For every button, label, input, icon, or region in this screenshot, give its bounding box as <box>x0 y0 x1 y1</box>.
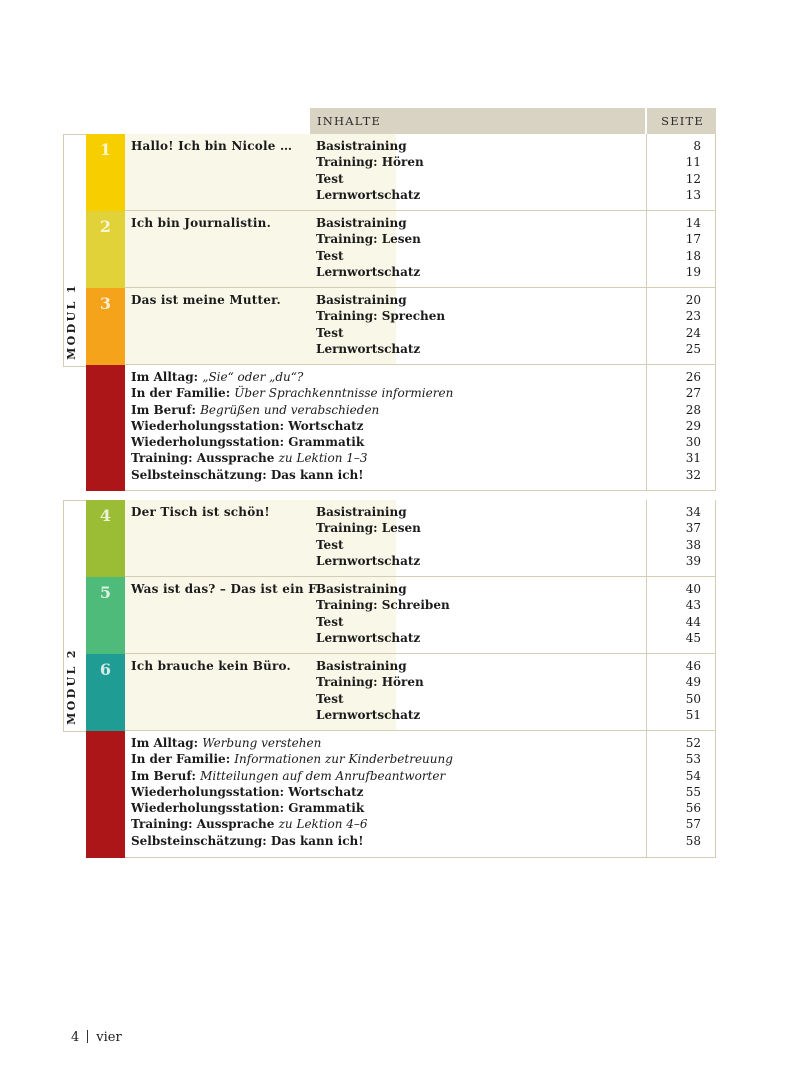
lesson-color-bar <box>86 577 125 654</box>
content-item: Training: Schreiben <box>316 598 450 613</box>
page-ref: 23 <box>685 309 701 324</box>
lesson-pages <box>647 134 716 211</box>
content-item: Basistraining <box>316 216 407 230</box>
extra-item-bold: Wiederholungsstation: Wortschatz <box>131 418 364 433</box>
page-ref: 32 <box>685 467 701 482</box>
lesson-number: 3 <box>99 294 112 313</box>
extra-item-bold: Training: Aussprache <box>131 451 279 466</box>
extra-item <box>125 369 646 385</box>
lesson-color-bar <box>86 654 125 731</box>
extra-item-bold: Im Alltag: <box>131 370 203 384</box>
content-item: Basistraining <box>316 505 407 519</box>
page-ref: 11 <box>685 155 701 170</box>
content-item: Basistraining <box>316 659 407 673</box>
extra-item <box>125 385 646 401</box>
lesson-pages <box>647 577 716 654</box>
lesson-contents <box>310 288 647 365</box>
extra-item <box>125 751 646 767</box>
extra-item-bold: Training: Aussprache <box>131 817 279 832</box>
page-ref: 43 <box>685 598 701 613</box>
content-item: Test <box>316 248 344 263</box>
page-ref: 19 <box>685 264 701 279</box>
lesson-color-bar <box>86 288 125 365</box>
extra-item-italic: Informationen zur Kinderbetreuung <box>234 752 453 767</box>
modul-2-frame <box>63 500 87 732</box>
extra-item-bold: Selbsteinschätzung: Das kann ich! <box>131 467 364 482</box>
modul-1-frame <box>63 134 87 367</box>
page-ref: 52 <box>685 736 701 750</box>
extra-item-italic: zu Lektion 1–3 <box>278 451 368 466</box>
extra-contents <box>125 731 647 858</box>
page-ref: 30 <box>685 435 701 450</box>
page-ref: 55 <box>685 784 701 799</box>
extra-pages <box>647 731 716 858</box>
page-ref: 17 <box>685 232 701 247</box>
extra-item-bold: In der Familie: <box>131 386 235 401</box>
lesson-number: 2 <box>99 217 112 236</box>
content-item: Test <box>316 537 344 552</box>
footer-separator <box>87 1030 88 1043</box>
modul2-extra-block <box>86 731 716 858</box>
modul1-extra-block <box>86 365 716 491</box>
lesson-6-row <box>86 654 716 731</box>
page-ref: 28 <box>685 402 701 417</box>
lesson-color-bar <box>86 211 125 288</box>
page-ref: 37 <box>685 521 701 536</box>
header-seite: SEITE <box>647 108 716 134</box>
page-word: vier <box>96 1030 122 1045</box>
extra-item-italic: Über Sprachkenntnisse informieren <box>234 386 454 401</box>
extra-item <box>125 434 646 450</box>
lesson-title: Der Tisch ist schön! <box>131 505 270 519</box>
content-item: Lernwortschatz <box>316 341 421 356</box>
content-item: Training: Lesen <box>316 521 421 536</box>
page-ref: 27 <box>685 386 701 401</box>
content-item: Test <box>316 691 344 706</box>
page-ref: 38 <box>685 537 701 552</box>
content-item: Training: Sprechen <box>316 309 446 324</box>
content-item: Basistraining <box>316 293 407 307</box>
page-ref: 45 <box>685 630 701 645</box>
lesson-contents <box>310 654 647 731</box>
content-item: Basistraining <box>316 582 407 596</box>
extra-item-bold: Wiederholungsstation: Wortschatz <box>131 784 364 799</box>
page-footer <box>71 1030 122 1045</box>
extra-item-bold: Im Beruf: <box>131 402 201 417</box>
page-ref: 29 <box>685 418 701 433</box>
extra-item <box>125 800 646 816</box>
page-ref: 13 <box>685 187 701 202</box>
lesson-4-row <box>86 500 716 577</box>
lesson-5-row <box>86 577 716 654</box>
page-ref: 18 <box>685 248 701 263</box>
lesson-number: 4 <box>99 506 112 525</box>
extra-item <box>125 467 646 483</box>
lesson-contents <box>310 577 647 654</box>
extra-item <box>125 833 646 849</box>
lesson-number: 6 <box>99 660 112 679</box>
page-ref: 40 <box>685 582 701 596</box>
extra-item <box>125 402 646 418</box>
page-ref: 46 <box>685 659 701 673</box>
page-ref: 31 <box>685 451 701 466</box>
extra-item <box>125 735 646 751</box>
extra-item-italic: Werbung verstehen <box>202 736 322 750</box>
lesson-color-bar <box>86 134 125 211</box>
modul-1-label: MODUL 1 <box>65 283 78 360</box>
page-ref: 54 <box>685 768 701 783</box>
page-ref: 26 <box>685 370 701 384</box>
modul-2-label: MODUL 2 <box>65 648 78 725</box>
lesson-pages <box>647 500 716 577</box>
extra-item <box>125 450 646 466</box>
lesson-contents <box>310 211 647 288</box>
page-ref: 24 <box>685 325 701 340</box>
extra-item <box>125 784 646 800</box>
content-item: Training: Hören <box>316 155 424 170</box>
extra-color-bar <box>86 365 125 491</box>
page-ref: 50 <box>685 691 701 706</box>
extra-item-bold: Selbsteinschätzung: Das kann ich! <box>131 833 364 848</box>
lesson-3-row <box>86 288 716 365</box>
lesson-pages <box>647 654 716 731</box>
lesson-contents <box>310 134 647 211</box>
content-item: Test <box>316 325 344 340</box>
lesson-pages <box>647 288 716 365</box>
page-ref: 39 <box>685 553 701 568</box>
lesson-title: Ich brauche kein Büro. <box>131 659 291 673</box>
page-number: 4 <box>71 1030 80 1045</box>
extra-item-italic: Begrüßen und verabschieden <box>200 402 380 417</box>
page-ref: 34 <box>685 505 701 519</box>
lesson-title: Was ist das? – Das ist ein F. <box>131 582 321 596</box>
lesson-pages <box>647 211 716 288</box>
lesson-title: Hallo! Ich bin Nicole … <box>131 139 293 153</box>
page-ref: 58 <box>685 833 701 848</box>
page-ref: 25 <box>685 341 701 356</box>
extra-item <box>125 816 646 832</box>
content-item: Lernwortschatz <box>316 264 421 279</box>
extra-item-italic: Mitteilungen auf dem Anrufbeantworter <box>200 768 446 783</box>
page-ref: 56 <box>685 801 701 816</box>
extra-item-bold: Im Alltag: <box>131 736 203 750</box>
content-item: Lernwortschatz <box>316 630 421 645</box>
page-ref: 14 <box>685 216 701 230</box>
page-ref: 57 <box>685 817 701 832</box>
header-inhalte: INHALTE <box>310 108 645 134</box>
lesson-2-row <box>86 211 716 288</box>
extra-contents <box>125 365 647 491</box>
extra-item-italic: zu Lektion 4–6 <box>278 817 368 832</box>
extra-color-bar <box>86 731 125 858</box>
page-ref: 53 <box>685 752 701 767</box>
page-ref: 49 <box>685 675 701 690</box>
content-item: Basistraining <box>316 139 407 153</box>
lesson-title: Das ist meine Mutter. <box>131 293 281 307</box>
page-ref: 20 <box>685 293 701 307</box>
content-item: Lernwortschatz <box>316 553 421 568</box>
lesson-color-bar <box>86 500 125 577</box>
extra-item <box>125 768 646 784</box>
lesson-title: Ich bin Journalistin. <box>131 216 271 230</box>
content-item: Lernwortschatz <box>316 187 421 202</box>
extra-item-bold: Wiederholungsstation: Grammatik <box>131 801 365 816</box>
lesson-number: 1 <box>99 140 112 159</box>
extra-pages <box>647 365 716 491</box>
page-ref: 8 <box>693 139 701 153</box>
content-item: Test <box>316 614 344 629</box>
page-ref: 12 <box>685 171 701 186</box>
extra-item-bold: Wiederholungsstation: Grammatik <box>131 435 365 450</box>
content-item: Training: Lesen <box>316 232 421 247</box>
lesson-number: 5 <box>99 583 112 602</box>
extra-item <box>125 418 646 434</box>
content-item: Test <box>316 171 344 186</box>
lesson-1-row <box>86 134 716 211</box>
page-ref: 44 <box>685 614 701 629</box>
extra-item-bold: In der Familie: <box>131 752 235 767</box>
page-ref: 51 <box>685 707 701 722</box>
extra-item-italic: „Sie“ oder „du“? <box>202 370 304 384</box>
content-item: Training: Hören <box>316 675 424 690</box>
lesson-contents <box>310 500 647 577</box>
content-item: Lernwortschatz <box>316 707 421 722</box>
extra-item-bold: Im Beruf: <box>131 768 201 783</box>
